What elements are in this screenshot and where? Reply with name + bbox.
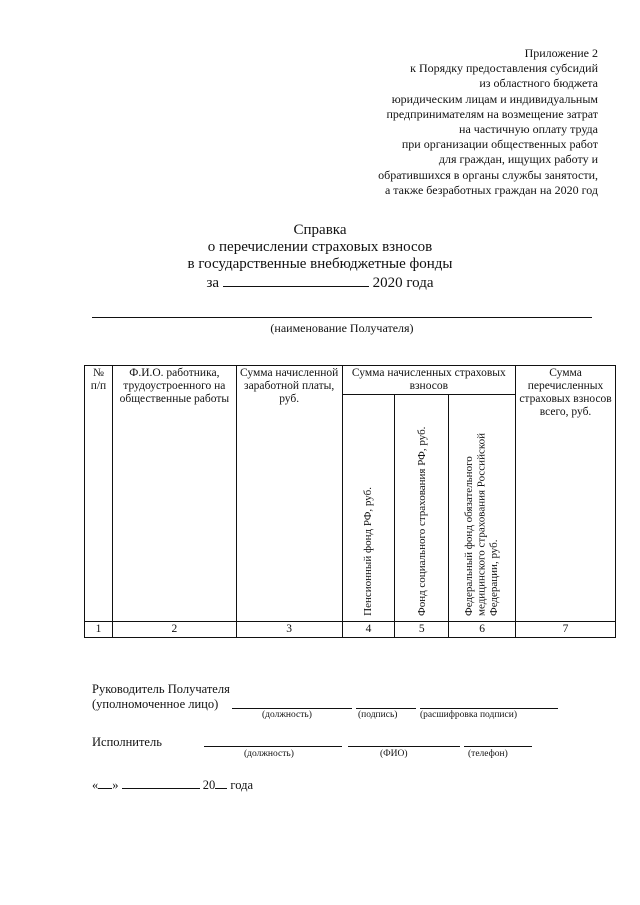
header-medical-fund <box>449 395 516 622</box>
caption-signature-decoding: (расшифровка подписи) <box>420 710 517 720</box>
appendix-line: к Порядку предоставления субсидий <box>410 61 598 76</box>
date-year-field[interactable] <box>215 777 227 789</box>
title-line: о перечислении страховых взносов <box>207 239 433 255</box>
appendix-line: предпринимателям на возмещение затрат <box>386 106 598 121</box>
recipient-name-field[interactable] <box>92 317 592 318</box>
column-number: 4 <box>342 622 395 638</box>
date-line <box>92 777 253 793</box>
header-social-fund <box>395 395 449 622</box>
appendix-line: обратившихся в органы службы занятости, <box>378 167 598 182</box>
header-pension-fund-text: Пенсионный фонд РФ, руб. <box>362 487 375 616</box>
document-title <box>0 222 640 292</box>
date-month-field[interactable] <box>122 777 200 789</box>
date-quote-open: « <box>92 778 99 792</box>
executor-phone-field[interactable] <box>464 746 532 747</box>
header-medical-fund-text: Федеральный фонд обязательного медицинского страхования Российской Федерации, руб. <box>463 432 501 616</box>
executor-position-field[interactable] <box>204 746 342 747</box>
header-fio: Ф.И.О. работника, трудоустроенного на общественные работы <box>112 366 236 622</box>
header-num: № п/п <box>85 366 113 622</box>
date-year-prefix: 20 <box>202 778 216 792</box>
executor-name-field[interactable] <box>348 746 460 747</box>
column-number: 3 <box>236 622 342 638</box>
title-line: Справка <box>293 222 347 238</box>
head-signature-field[interactable] <box>356 708 416 709</box>
executor-label: Исполнитель <box>92 735 162 749</box>
contributions-table <box>84 365 616 638</box>
caption-phone: (телефон) <box>468 749 508 759</box>
appendix-line: юридическим лицам и индивидуальным <box>391 91 598 106</box>
head-position-field[interactable] <box>232 708 352 709</box>
title-period <box>0 273 640 292</box>
table-header-row <box>85 366 616 395</box>
period-prefix: за <box>206 275 220 291</box>
appendix-line: на частичную оплату труда <box>459 122 598 137</box>
date-year-suffix: года <box>230 778 253 792</box>
caption-fio: (ФИО) <box>380 749 408 759</box>
column-number: 5 <box>395 622 449 638</box>
header-pension-fund <box>342 395 395 622</box>
head-signature-decoding-field[interactable] <box>420 708 558 709</box>
header-accrued-salary: Сумма начисленной заработной платы, руб. <box>236 366 342 622</box>
appendix-line: а также безработных граждан на 2020 год <box>384 182 598 197</box>
date-quote-close: » <box>112 778 119 792</box>
appendix-header <box>298 46 598 198</box>
head-sublabel: (уполномоченное лицо) <box>92 697 219 711</box>
period-blank-field[interactable] <box>223 273 369 287</box>
caption-position: (должность) <box>262 710 312 720</box>
column-number: 2 <box>112 622 236 638</box>
column-number: 6 <box>449 622 516 638</box>
caption-signature: (подпись) <box>358 710 398 720</box>
period-suffix: 2020 года <box>372 275 434 291</box>
caption-position: (должность) <box>244 749 294 759</box>
table-row <box>85 622 616 638</box>
header-social-fund-text: Фонд социального страхования РФ, руб. <box>415 426 428 616</box>
header-transferred: Сумма перечисленных страховых взносов всего, руб. <box>516 366 616 622</box>
appendix-line: при организации общественных работ <box>401 137 598 152</box>
head-label: Руководитель Получателя <box>92 682 230 696</box>
date-day-field[interactable] <box>98 777 112 789</box>
appendix-line: Приложение 2 <box>524 46 598 60</box>
recipient-caption: (наименование Получателя) <box>270 321 414 335</box>
column-number: 1 <box>85 622 113 638</box>
column-number: 7 <box>516 622 616 638</box>
title-line: в государственные внебюджетные фонды <box>187 256 453 272</box>
appendix-line: из областного бюджета <box>479 76 598 91</box>
header-accrued-contributions: Сумма начисленных страховых взносов <box>342 366 516 395</box>
appendix-line: для граждан, ищущих работу и <box>438 152 598 167</box>
